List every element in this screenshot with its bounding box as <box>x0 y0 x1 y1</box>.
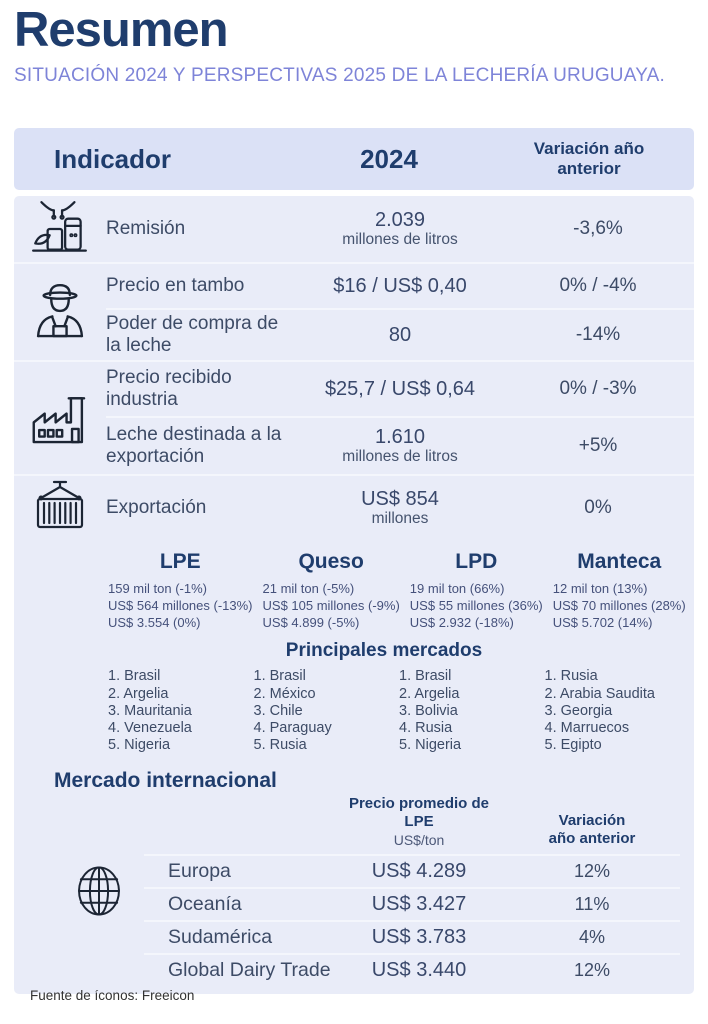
price-value: US$ 3.783 <box>371 926 467 949</box>
value-main: 1.610 <box>374 426 426 449</box>
globe-icon <box>54 795 144 986</box>
product-stats <box>263 580 400 631</box>
variation-value: 4% <box>578 927 605 948</box>
value-main: $16 / US$ 0,40 <box>333 275 467 297</box>
market-item: 5. Nigeria <box>399 736 462 753</box>
product-stats <box>108 580 253 631</box>
table-row <box>144 887 680 920</box>
stat-line: US$ 2.932 (-18%) <box>409 615 514 631</box>
icons-source-note: Fuente de íconos: Freeicon <box>30 988 195 1003</box>
container-icon <box>14 476 106 540</box>
column-header-2024: 2024 <box>360 143 418 174</box>
price-unit-label: US$/ton <box>393 832 445 849</box>
markets-column-lpd <box>399 668 535 754</box>
product-name: LPD <box>455 550 498 573</box>
value-main: US$ 854 <box>361 488 439 511</box>
market-item: 4. Rusia <box>399 719 453 736</box>
market-item: 3. Bolivia <box>399 702 458 719</box>
stat-line: US$ 70 millones (28%) <box>552 598 686 614</box>
product-column-manteca <box>553 550 686 631</box>
table-row <box>106 264 694 308</box>
markets-section <box>14 662 694 754</box>
table-row <box>144 854 680 887</box>
international-heading: Mercado internacional <box>54 769 277 793</box>
market-item: 2. Argelia <box>108 685 169 702</box>
indicator-group-tambo <box>14 262 694 360</box>
indicator-group-exportacion <box>14 474 694 540</box>
masthead <box>0 0 708 87</box>
indicator-variation: +5% <box>578 435 618 456</box>
indicator-variation: -3,6% <box>573 218 623 239</box>
product-stats <box>553 580 686 631</box>
product-column-lpd <box>410 550 543 631</box>
variation-value: 11% <box>574 894 610 915</box>
table-row <box>106 362 694 416</box>
indicator-label: Exportación <box>106 497 207 519</box>
value-main: 80 <box>388 324 412 346</box>
stat-line: 21 mil ton (-5%) <box>262 581 355 596</box>
international-table <box>54 795 680 986</box>
summary-card <box>14 128 694 994</box>
stat-line: US$ 5.702 (14%) <box>552 615 653 631</box>
product-name: LPE <box>159 550 201 573</box>
table-header-band <box>14 128 694 190</box>
indicator-table <box>14 196 694 540</box>
international-grid <box>144 795 680 986</box>
region-label: Sudamérica <box>168 926 273 949</box>
market-item: 4. Marruecos <box>544 719 630 736</box>
markets-heading: Principales mercados <box>285 640 483 662</box>
indicator-variation: 0% / -4% <box>559 275 637 296</box>
markets-column-manteca <box>545 668 681 754</box>
value-unit: millones de litros <box>342 231 458 249</box>
indicator-group-industria <box>14 360 694 474</box>
indicator-value <box>292 275 508 297</box>
product-stats-section <box>14 540 694 631</box>
product-stats <box>410 580 543 631</box>
international-header-row <box>144 795 680 854</box>
factory-icon <box>14 383 106 453</box>
page-subtitle: SITUACIÓN 2024 Y PERSPECTIVAS 2025 DE LA LECHERÍA URUGUAYA. <box>14 65 666 86</box>
markets-column-queso <box>254 668 390 754</box>
indicator-label: Remisión <box>106 218 186 240</box>
indicator-variation: 0% / -3% <box>559 378 637 399</box>
stat-line: 19 mil ton (66%) <box>409 581 505 596</box>
table-row <box>144 953 680 986</box>
market-item: 2. Argelia <box>399 685 460 702</box>
indicator-label: Precio recibido industria <box>106 367 232 410</box>
market-item: 5. Egipto <box>544 736 602 753</box>
price-value: US$ 3.440 <box>371 959 467 982</box>
region-label: Oceanía <box>168 893 242 916</box>
market-item: 3. Mauritania <box>108 702 192 719</box>
stat-line: US$ 564 millones (-13%) <box>108 598 253 614</box>
price-column-header <box>334 795 504 848</box>
value-main: 2.039 <box>374 209 426 232</box>
value-unit: millones de litros <box>342 448 458 466</box>
column-header-indicador: Indicador <box>54 143 172 174</box>
market-item: 1. Brasil <box>253 668 306 685</box>
stat-line: 12 mil ton (13%) <box>552 581 648 596</box>
price-value: US$ 3.427 <box>371 893 467 916</box>
stat-line: US$ 3.554 (0%) <box>108 615 201 631</box>
stat-line: US$ 55 millones (36%) <box>409 598 543 614</box>
value-unit: millones <box>371 510 429 528</box>
indicator-variation: 0% <box>584 497 612 518</box>
indicator-value <box>292 324 508 346</box>
region-label: Europa <box>168 860 231 883</box>
international-section <box>14 754 694 986</box>
page-title: Resumen <box>14 3 228 57</box>
market-item: 2. México <box>253 685 316 702</box>
product-column-queso <box>263 550 400 631</box>
market-item: 5. Rusia <box>253 736 307 753</box>
variation-value: 12% <box>573 861 611 882</box>
market-item: 3. Chile <box>253 702 303 719</box>
market-item: 1. Brasil <box>108 668 161 685</box>
table-row <box>106 416 694 474</box>
product-column-lpe <box>108 550 253 631</box>
stat-line: US$ 4.899 (-5%) <box>262 615 360 631</box>
price-header-label: Precio promedio de LPE <box>348 795 490 831</box>
indicator-value <box>292 209 508 249</box>
region-label: Global Dairy Trade <box>168 959 331 982</box>
table-row <box>106 199 694 259</box>
variation-value: 12% <box>573 960 611 981</box>
table-row <box>144 920 680 953</box>
indicator-value <box>292 488 508 528</box>
indicator-variation: -14% <box>575 324 621 345</box>
variation-column-header: Variación año anterior <box>548 812 636 848</box>
indicator-value <box>292 378 508 400</box>
product-name: Manteca <box>577 550 662 573</box>
product-name: Queso <box>298 550 364 573</box>
column-header-variacion: Variación año anterior <box>533 138 645 178</box>
indicator-label: Poder de compra de la leche <box>106 313 279 356</box>
price-value: US$ 4.289 <box>371 860 467 883</box>
stat-line: 159 mil ton (-1%) <box>108 581 207 596</box>
market-item: 2. Arabia Saudita <box>544 685 655 702</box>
card-body-panel <box>14 196 694 994</box>
market-item: 1. Rusia <box>544 668 598 685</box>
value-main: $25,7 / US$ 0,64 <box>324 378 476 400</box>
table-row <box>106 308 694 360</box>
farmer-icon <box>14 277 106 347</box>
indicator-value <box>292 426 508 466</box>
indicator-label: Precio en tambo <box>106 275 245 297</box>
stat-line: US$ 105 millones (-9%) <box>262 598 400 614</box>
market-item: 5. Nigeria <box>108 736 171 753</box>
indicator-group-remision <box>14 196 694 262</box>
milk-icon <box>14 196 106 262</box>
table-row <box>106 478 694 538</box>
markets-column-lpe <box>108 668 244 754</box>
indicator-label: Leche destinada a la exportación <box>106 424 282 467</box>
market-item: 4. Venezuela <box>108 719 192 736</box>
market-item: 4. Paraguay <box>253 719 332 736</box>
market-item: 1. Brasil <box>399 668 452 685</box>
market-item: 3. Georgia <box>544 702 613 719</box>
